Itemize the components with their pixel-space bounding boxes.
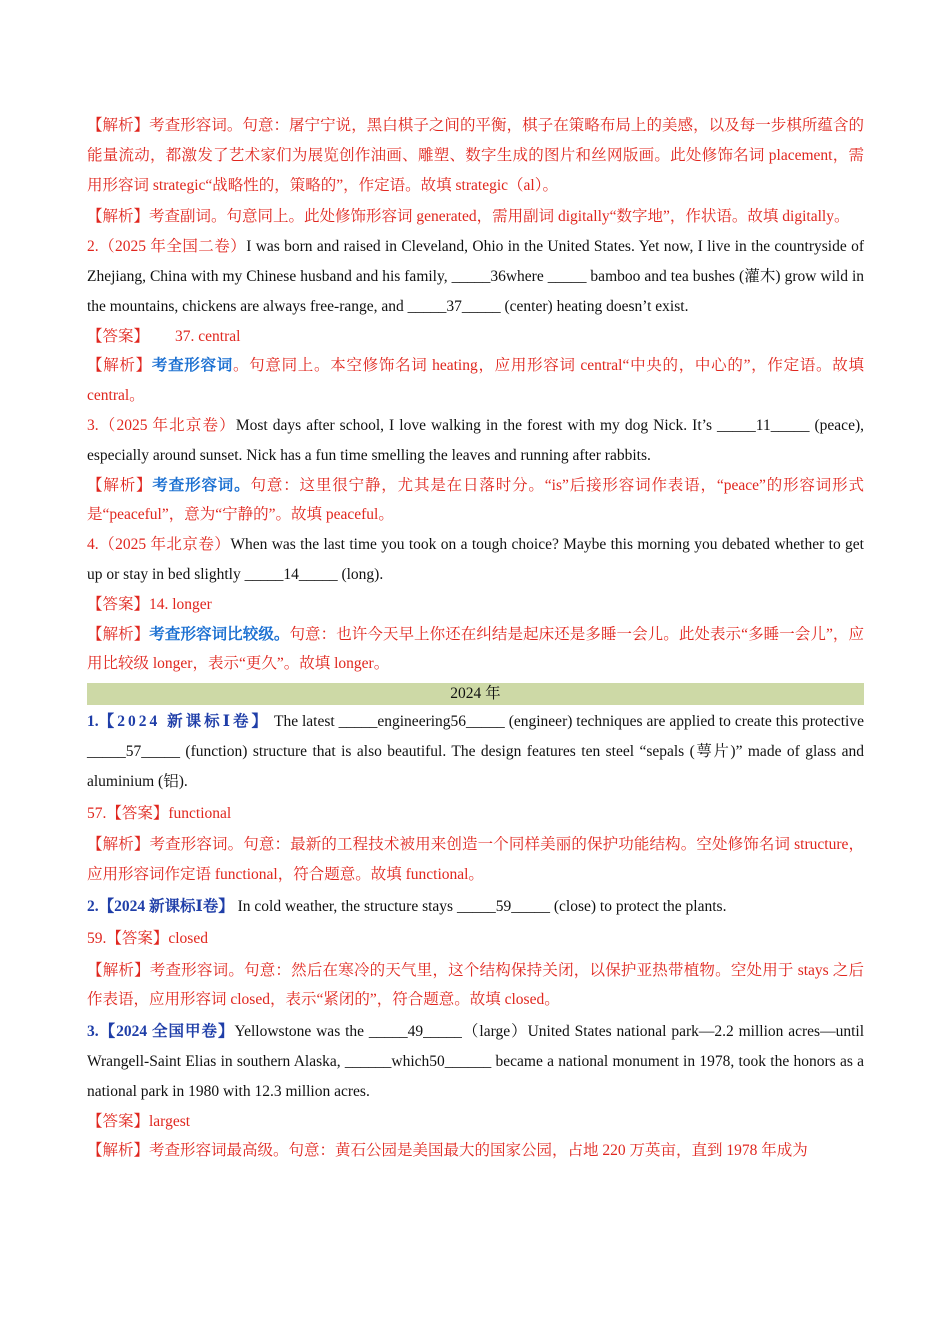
analysis-label: 【解析】 [87, 625, 150, 643]
question-text: (peace), especially around sunset. Nick has a fun time smelling the leaves and running after rabbits. [87, 416, 864, 464]
question-text: (center) heating doesn’t exist. [500, 297, 689, 315]
question-number: 3. [87, 1023, 99, 1041]
document-page [87, 111, 864, 1166]
blank-59: _____59_____ [456, 897, 550, 915]
question-text: The latest [270, 713, 339, 731]
question-source: 4.（2025 年北京卷） [87, 536, 231, 554]
answer-59: 59.【答案】closed [87, 929, 208, 947]
blank-14: _____14_____ [244, 565, 338, 583]
answer-57: 57.【答案】functional [87, 804, 232, 822]
question-text: (close) to protect the plants. [549, 897, 727, 915]
year-section-header: 2024 年 [87, 683, 864, 705]
question-text: Yellowstone was the [234, 1023, 369, 1041]
analysis-closed: 【解析】考查形容词。句意：然后在寒冷的天气里，这个结构保持关闭，以保护亚热带植物。空处用于 stays 之后作表语，应用形容词 closed，表示“紧闭的”，符合题意。故填 closed。 [87, 961, 864, 1009]
question-source: 2.（2025 年全国二卷） [87, 238, 247, 256]
question-text: became a national monument in 1978, took the honors as a national park in 1980 with 12.3 million acres. [87, 1052, 864, 1100]
blank-36: _____36where _____ [451, 267, 587, 285]
answer-37 [87, 322, 864, 352]
question-text: bamboo and tea bushes (灌木) grow wild in the mountains, chickens are always free-range, and [87, 267, 864, 315]
question-2024-3 [87, 1017, 864, 1106]
question-source: 3.（2025 年北京卷） [87, 416, 236, 434]
analysis-keyword: 考查形容词比较级。 [149, 625, 290, 643]
answer-largest: 【答案】largest [87, 1112, 191, 1130]
question-text: （large）United States national park—2.2 million acres—until Wrangell-Saint Elias in southern Alaska, [87, 1023, 864, 1070]
question-2024-2 [87, 892, 864, 922]
question-text: I was born and raised in Cleveland, Ohio in the United States. Yet now, I live in the countryside of Zhejiang, China with my Chinese husband and his family, [87, 238, 864, 285]
analysis-keyword: 考查形容词。 [152, 476, 251, 494]
analysis-peaceful [87, 471, 864, 531]
question-number: 1. [87, 713, 99, 731]
blank-11: _____11_____ [717, 416, 810, 434]
question-text: (engineer) techniques are applied to create this protective [504, 713, 864, 731]
analysis-digitally: 【解析】考查副词。句意同上。此处修饰形容词 generated，需用副词 digitally“数字地”，作状语。故填 digitally。 [87, 208, 850, 226]
analysis-central [87, 351, 864, 411]
analysis-longer [87, 620, 864, 680]
question-2025-4 [87, 530, 864, 590]
analysis-label: 【解析】 [87, 357, 152, 375]
answer-label: 【答案】 [87, 327, 150, 345]
blank-56: _____engineering56_____ [338, 713, 505, 731]
question-source: 【2024 全国甲卷】 [98, 1023, 235, 1041]
analysis-text: 。句意同上。本空修饰名词 heating，应用形容词 central“中央的，中心的”，作定语。故填 central。 [87, 357, 864, 405]
question-source: 【2024 新课标Ⅰ卷】 [98, 713, 271, 731]
blank-37: _____37_____ [407, 297, 501, 315]
question-2025-3 [87, 411, 864, 471]
blank-57: _____57_____ [87, 742, 180, 760]
question-text: In cold weather, the structure stays [233, 897, 457, 915]
analysis-keyword: 考查形容词 [151, 357, 233, 375]
blank-49: _____49_____ [368, 1023, 462, 1041]
question-text: (function) structure that is also beautiful. The design features ten steel “sepals (萼片)” made of glass and aluminium (铝). [87, 742, 864, 790]
analysis-text: 句意：也许今天早上你还在纠结是起床还是多睡一会儿。此处表示“多睡一会儿”，应用比较级 longer，表示“更久”。故填 longer。 [87, 625, 864, 673]
analysis-strategic: 【解析】考查形容词。句意：屠宁宁说，黑白棋子之间的平衡，棋子在策略布局上的美感，以及每一步棋所蕴含的能量流动，都激发了艺术家们为展览创作油画、雕塑、数字生成的图片和丝网版画。此处修饰名词 placement，需用形容词 strategic“战略性的，策略的”，作定语。故填 strategic（al）。 [87, 117, 864, 194]
question-2025-2 [87, 232, 864, 321]
answer-14: 【答案】14. longer [87, 595, 212, 613]
question-text: Most days after school, I love walking in the forest with my dog Nick. It’s [235, 416, 718, 434]
analysis-functional: 【解析】考查形容词。句意：最新的工程技术被用来创造一个同样美丽的保护功能结构。空处修饰名词 structure，应用形容词作定语 functional，符合题意。故填 functional。 [87, 836, 864, 884]
blank-50: ______which50______ [344, 1052, 492, 1070]
question-2024-1 [87, 707, 864, 796]
question-text: When was the last time you took on a tough choice? Maybe this morning you debated whether to get up or stay in bed slightly [87, 536, 864, 583]
answer-value: 37. central [175, 327, 241, 345]
question-source: 【2024 新课标Ⅰ卷】 [98, 897, 234, 915]
analysis-text: 句意：这里很宁静，尤其是在日落时分。“is”后接形容词作表语，“peace”的形容词形式是“peaceful”，意为“宁静的”。故填 peaceful。 [87, 476, 864, 524]
analysis-largest: 【解析】考查形容词最高级。句意：黄石公园是美国最大的国家公园，占地 220 万英亩，直到 1978 年成为 [87, 1142, 808, 1160]
question-text: (long). [337, 565, 384, 583]
analysis-label: 【解析】 [87, 476, 153, 494]
question-number: 2. [87, 897, 99, 915]
